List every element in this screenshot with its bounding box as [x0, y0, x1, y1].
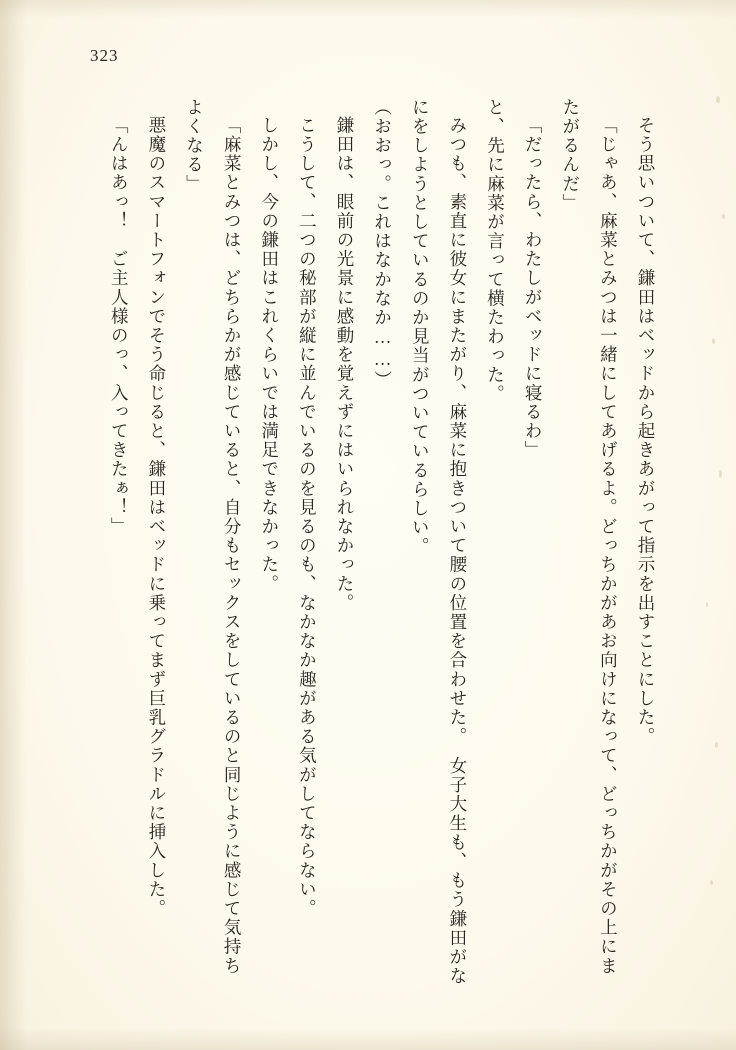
page-edge-shadow-bottom: [0, 1028, 736, 1050]
paper-speck: [716, 96, 720, 103]
paragraph: 悪魔のスマートフォンでそう命じると、鎌田はベッドに乗ってまず巨乳グラドルに挿入した。: [146, 115, 167, 918]
paper-speck: [722, 214, 725, 219]
paper-speck: [710, 880, 713, 885]
paper-speck: [706, 602, 708, 607]
paragraph: 「じゃあ、麻菜とみつは一緒にしてあげるよ。どっちかがあお向けになって、どっちかがその上にまたがるんだ」: [560, 98, 619, 975]
paragraph: しかし、今の鎌田はこれくらいでは満足できなかった。: [259, 115, 280, 593]
paragraph: と、先に麻菜が言って横たわった。: [485, 98, 506, 404]
paragraph: 「んはあっ！ ご主人様のっ、入ってきたぁ！」: [109, 115, 130, 536]
page-edge-shadow-left: [0, 0, 26, 1050]
page-number: 323: [90, 46, 119, 65]
paper-speck: [719, 470, 722, 478]
paragraph: 「麻菜とみつは、どちらかが感じていると、自分もセックスをしているのと同じように感じて気持ちよくなる」: [184, 98, 243, 975]
paragraph: みつも、素直に彼女にまたがり、麻菜に抱きついて腰の位置を合わせた。 女子大生も、もう鎌田がなにをしようとしているのか見当がついているらしい。: [410, 98, 468, 986]
paragraph: 「だったら、わたしがベッドに寝るわ」: [523, 115, 544, 460]
paragraph: 鎌田は、眼前の光景に感動を覚えずにはいられなかった。: [335, 115, 355, 613]
paragraph: そう思いついて、鎌田はベッドから起きあがって指示を出すことにした。: [636, 115, 656, 746]
page-edge-shadow-top: [0, 0, 736, 18]
paragraph: （おおっ。これはなかなか……）: [372, 98, 393, 390]
paragraph: こうして、二つの秘部が縦に並んでいるのを見るのも、なかなか趣がある気がしてならない。: [297, 115, 318, 918]
paper-speck: [712, 338, 715, 344]
paper-speck: [715, 742, 718, 748]
body-text: [78, 98, 664, 988]
